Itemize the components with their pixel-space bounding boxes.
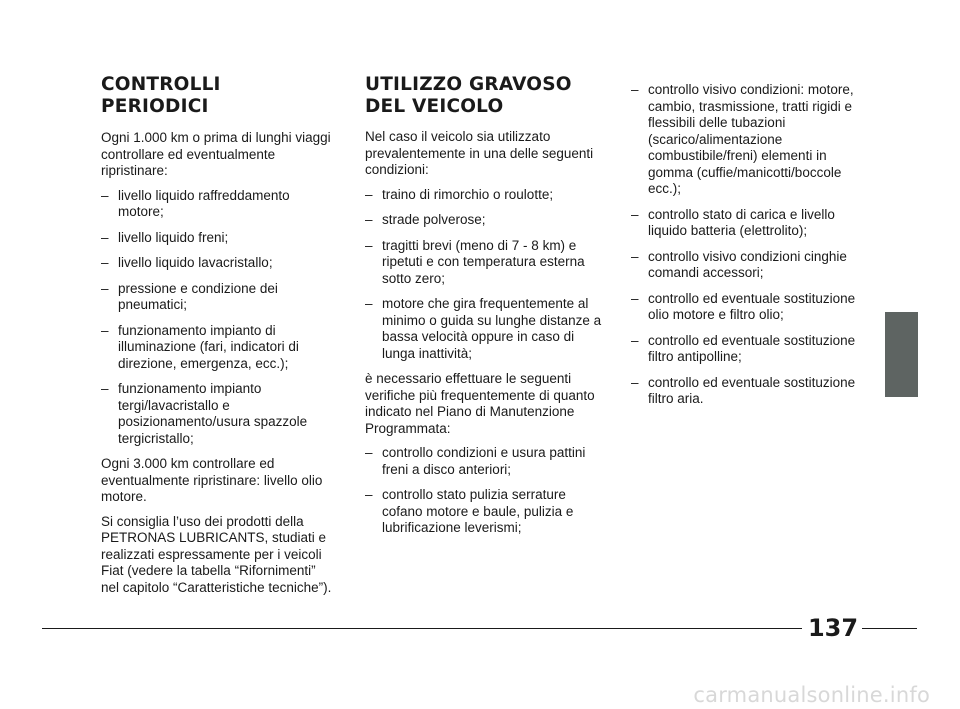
- list-item: – controllo ed eventuale sostituzione filtro aria.: [631, 375, 863, 408]
- list-item: – funzionamento impianto tergi/lavacristallo e posizionamento/usura spazzole tergicristallo;: [101, 381, 333, 447]
- column-utilizzo-gravoso: [365, 74, 605, 546]
- list-item: – motore che gira frequentemente al minimo o guida su lunghe distanze a bassa velocità oppure in caso di lunga inattività;: [365, 296, 605, 362]
- list-item: – controllo visivo condizioni: motore, cambio, trasmissione, tratti rigidi e flessibili delle tubazioni (scarico/alimentazione combustibile/freni) elementi in gomma (cuffie/manicotti/boccole ecc.);: [631, 82, 863, 198]
- intro-paragraph: Nel caso il veicolo sia utilizzato prevalentemente in una delle seguenti condizioni:: [365, 129, 594, 177]
- check-list: [101, 188, 333, 448]
- list-item: – controllo ed eventuale sostituzione filtro antipolline;: [631, 333, 863, 366]
- list-item: – pressione e condizione dei pneumatici;: [101, 281, 333, 314]
- verification-paragraph: è necessario effettuare le seguenti verifiche più frequentemente di quanto indicato nel Piano di Manutenzione Programmata:: [365, 371, 595, 436]
- list-item: – controllo condizioni e usura pattini freni a disco anteriori;: [365, 445, 605, 478]
- intro-paragraph: Ogni 1.000 km o prima di lunghi viaggi controllare ed eventualmente ripristinare:: [101, 130, 331, 178]
- column-verification-continued: [631, 82, 863, 417]
- verification-list-continued: [631, 82, 863, 408]
- section-title: UTILIZZO GRAVOSO DEL VEICOLO: [365, 74, 572, 117]
- list-item: – strade polverose;: [365, 212, 605, 229]
- list-item: – funzionamento impianto di illuminazione (fari, indicatori di direzione, emergenza, ecc.);: [101, 323, 333, 373]
- page-number: 137: [807, 614, 859, 642]
- list-item: – controllo stato di carica e livello liquido batteria (elettrolito);: [631, 207, 863, 240]
- list-item: – controllo ed eventuale sostituzione olio motore e filtro olio;: [631, 291, 863, 324]
- list-item: – livello liquido freni;: [101, 230, 333, 247]
- conditions-list: [365, 187, 605, 363]
- list-item: – livello liquido lavacristallo;: [101, 255, 333, 272]
- lubricants-paragraph: Si consiglia l’uso dei prodotti della PETRONAS LUBRICANTS, studiati e realizzati espressamente per i veicoli Fiat (vedere la tabella “Rifornimenti” nel capitolo “Caratteristiche tecniche”).: [101, 513, 332, 595]
- list-item: – tragitti brevi (meno di 7 - 8 km) e ripetuti e con temperatura esterna sotto zero;: [365, 238, 605, 288]
- list-item: – livello liquido raffreddamento motore;: [101, 188, 333, 221]
- footer-rule-left: [42, 628, 802, 629]
- section-title: CONTROLLI PERIODICI: [101, 74, 221, 117]
- chapter-tab: [885, 312, 918, 397]
- footer-rule-right: [862, 628, 917, 629]
- list-item: – traino di rimorchio o roulotte;: [365, 187, 605, 204]
- list-item: – controllo stato pulizia serrature cofano motore e baule, pulizia e lubrificazione leverismi;: [365, 487, 605, 537]
- list-item: – controllo visivo condizioni cinghie comandi accessori;: [631, 249, 863, 282]
- oil-check-paragraph: Ogni 3.000 km controllare ed eventualmente ripristinare: livello olio motore.: [101, 456, 323, 504]
- column-controlli-periodici: [101, 74, 333, 604]
- verification-list: [365, 445, 605, 537]
- watermark: carmanualsonline.info: [693, 683, 930, 707]
